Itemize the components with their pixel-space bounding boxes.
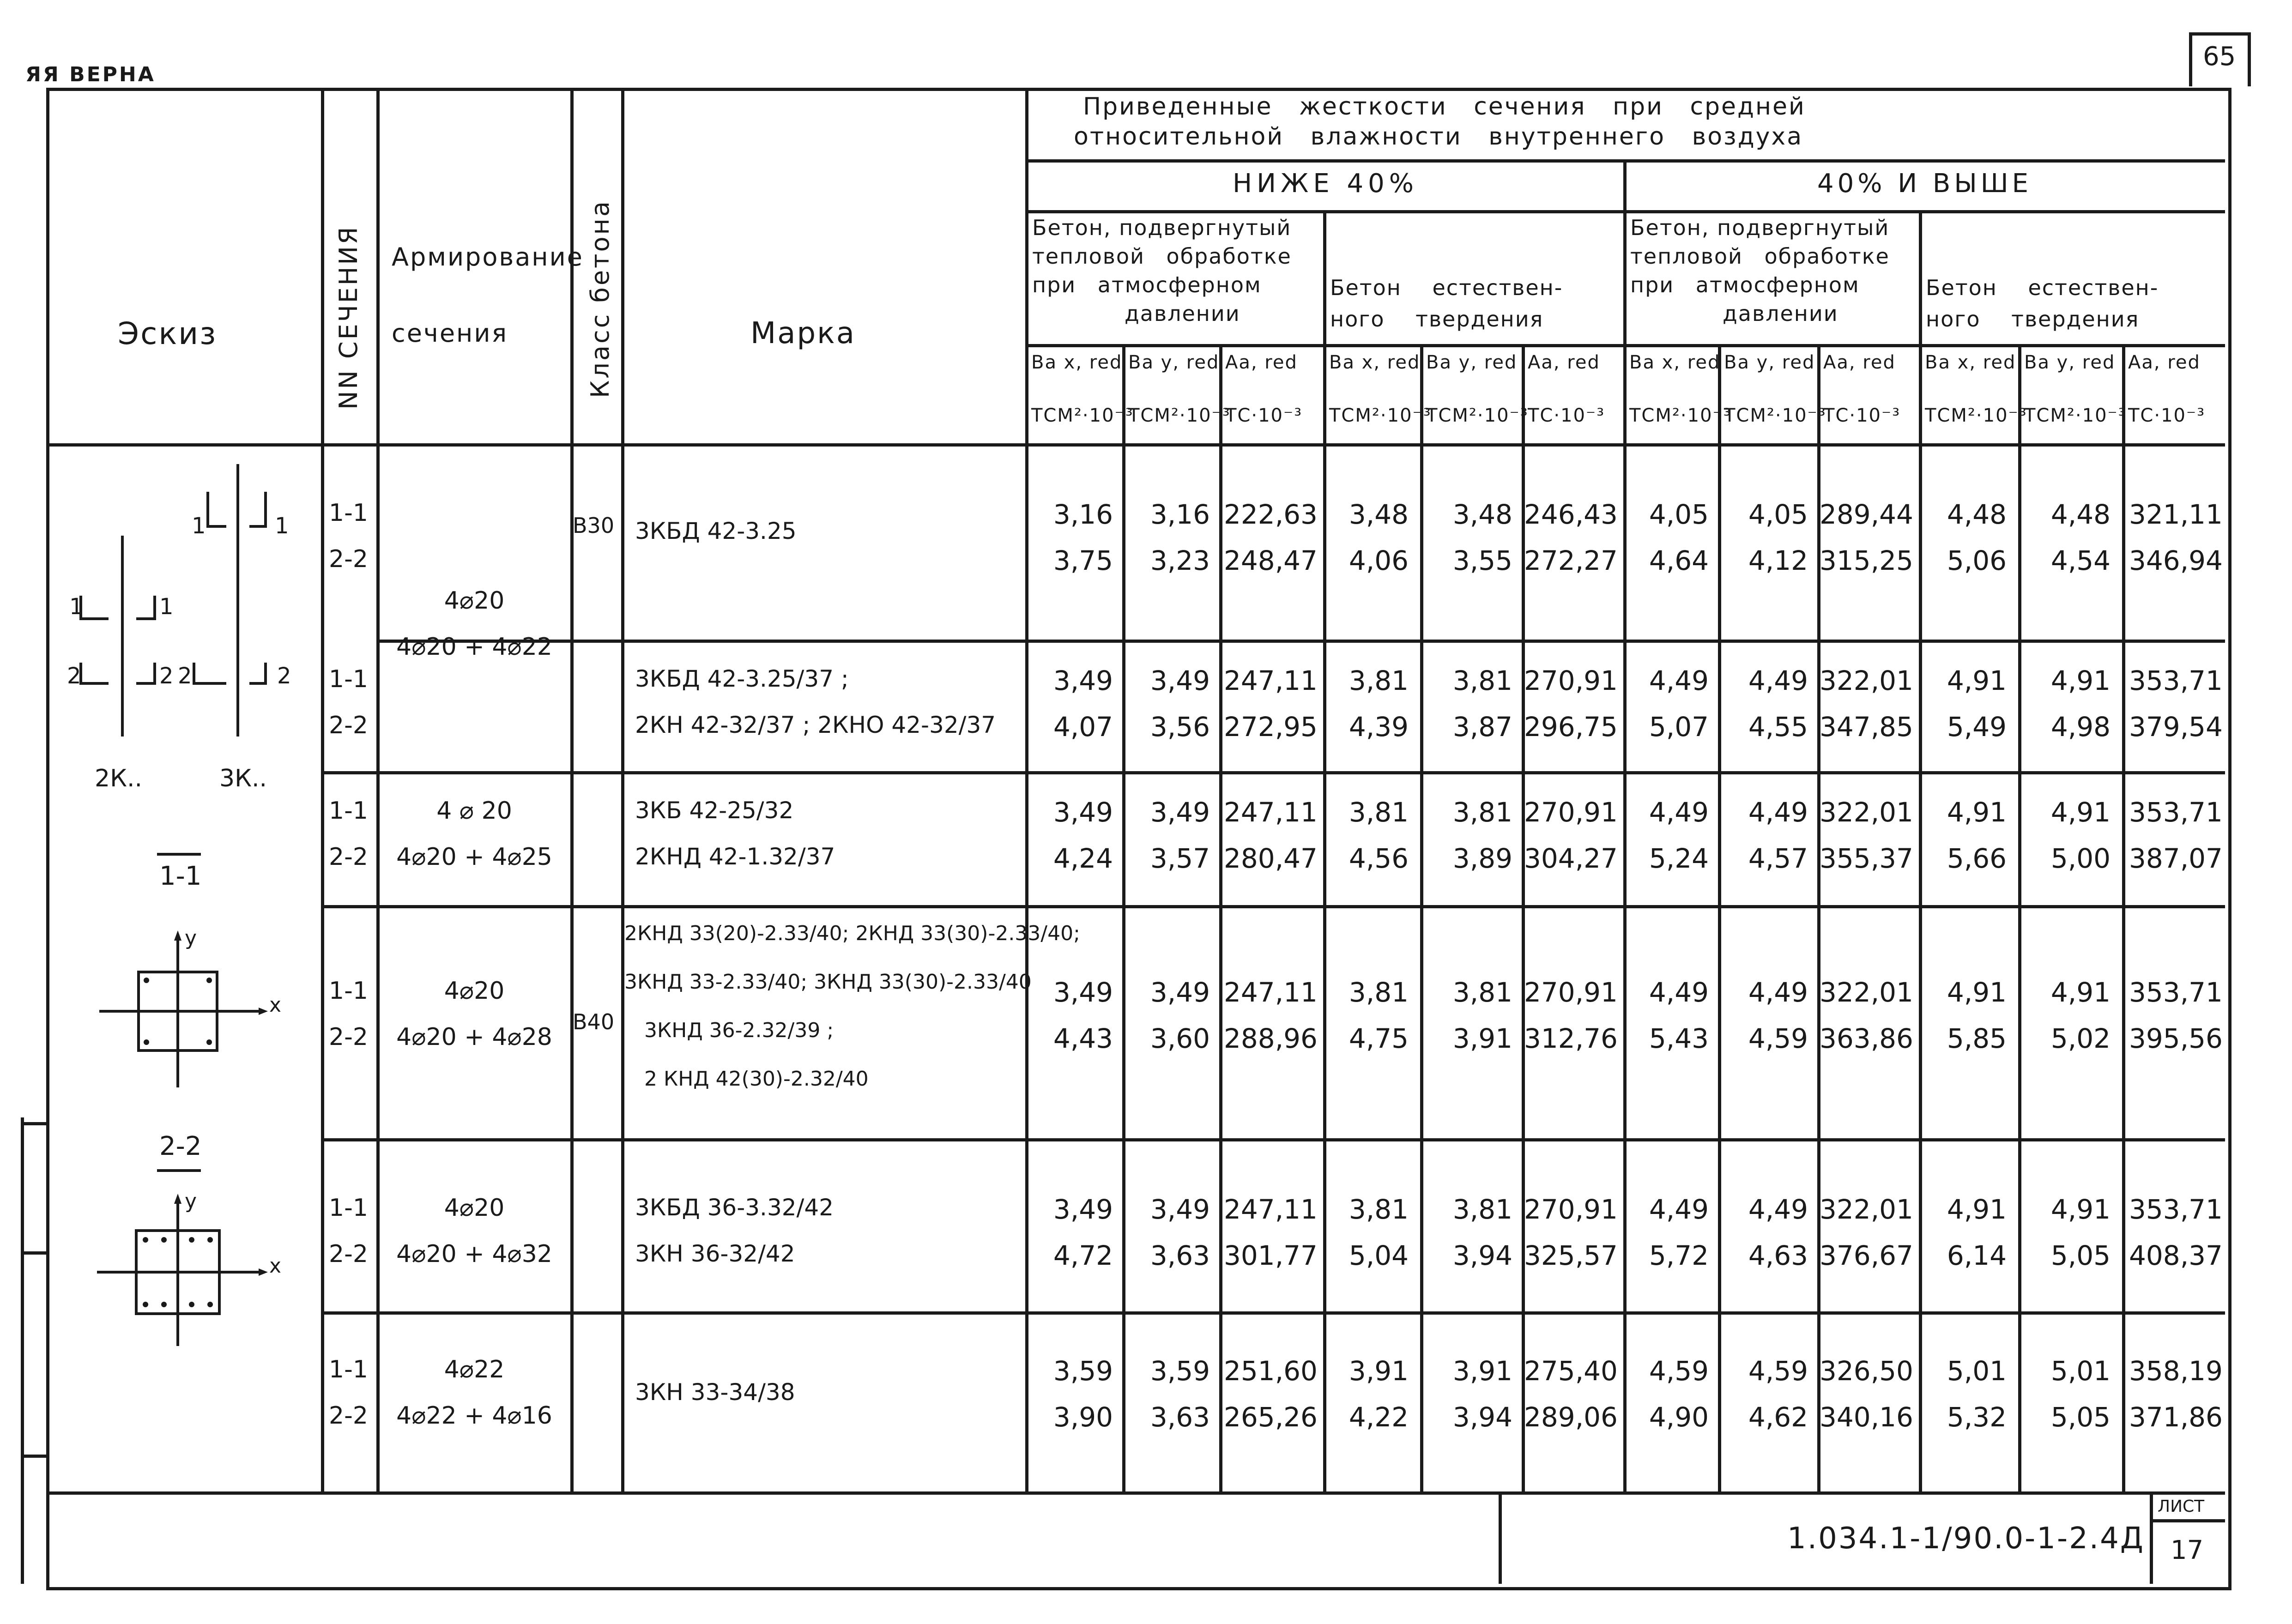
- sketch-label-axis-y-1: y: [185, 926, 197, 950]
- unit-header-unit: ТСМ²·10⁻³: [1724, 405, 1826, 426]
- value-cell: 315,25: [1820, 545, 1913, 576]
- value-cell: 5,02: [2050, 1023, 2111, 1054]
- value-cell: 322,01: [1820, 665, 1913, 696]
- value-cell: 5,72: [1649, 1240, 1709, 1271]
- unit-header-label: Aa, red: [2128, 352, 2201, 373]
- section-label: 1-1: [329, 499, 368, 527]
- value-cell: 4,43: [1053, 1023, 1113, 1054]
- reinforcement-text: 4⌀22 + 4⌀16: [396, 1402, 552, 1430]
- unit-header-label: Ba y, red: [2024, 352, 2116, 373]
- value-cell: 4,24: [1053, 843, 1113, 874]
- grid-h-row5b: [621, 1311, 2225, 1315]
- value-cell: 353,71: [2129, 665, 2223, 696]
- section-label: 2-2: [329, 1240, 368, 1268]
- value-cell: 301,77: [1224, 1240, 1318, 1271]
- grid-v-section: [376, 88, 380, 1495]
- header-group-below: НИЖЕ 40%: [1233, 169, 1418, 199]
- header-reinforcement-2: сечения: [392, 319, 508, 348]
- header-mark: Марка: [750, 316, 856, 350]
- grid-v-c3: [1219, 344, 1222, 1495]
- value-cell: 5,06: [1947, 545, 2007, 576]
- value-cell: 358,19: [2129, 1355, 2223, 1387]
- unit-header-label: Aa, red: [1528, 352, 1600, 373]
- grid-h-group: [1025, 210, 2225, 213]
- value-cell: 280,47: [1224, 843, 1318, 874]
- unit-header-label: Ba y, red: [1724, 352, 1815, 373]
- value-cell: 247,11: [1224, 797, 1318, 828]
- grid-v-reinf: [570, 88, 574, 1495]
- value-cell: 363,86: [1820, 1023, 1913, 1054]
- value-cell: 5,01: [2050, 1355, 2111, 1387]
- header-reinforcement-1: Армирование: [392, 242, 584, 272]
- unit-header-label: Ba x, red: [1925, 352, 2016, 373]
- mark-text: 3КБД 42-3.25: [635, 518, 797, 544]
- value-cell: 4,91: [2050, 977, 2111, 1008]
- value-cell: 3,81: [1349, 797, 1409, 828]
- sketch-label-section-2-2: 2-2: [159, 1131, 202, 1161]
- value-cell: 3,94: [1452, 1240, 1512, 1271]
- value-cell: 376,67: [1820, 1240, 1913, 1271]
- sheet-box-divider: [2150, 1519, 2225, 1522]
- value-cell: 270,91: [1524, 977, 1618, 1008]
- value-cell: 270,91: [1524, 1194, 1618, 1225]
- value-cell: 3,81: [1349, 977, 1409, 1008]
- value-cell: 3,81: [1349, 665, 1409, 696]
- sketch-label-3k-sec1-right: 1: [275, 513, 289, 539]
- value-cell: 3,16: [1150, 499, 1210, 530]
- doc-code: 1.034.1-1/90.0-1-2.4Д: [1787, 1521, 2145, 1556]
- value-cell: 4,59: [1748, 1023, 1808, 1054]
- natural-above-l1: Бетон естествен-: [1926, 275, 2159, 300]
- value-cell: 3,81: [1452, 977, 1512, 1008]
- reinforcement-text: 4⌀22: [444, 1356, 505, 1383]
- value-cell: 4,05: [1649, 499, 1709, 530]
- value-cell: 3,91: [1452, 1023, 1512, 1054]
- value-cell: 289,44: [1820, 499, 1913, 530]
- unit-header-unit: ТС·10⁻³: [1225, 405, 1303, 426]
- value-cell: 3,63: [1150, 1240, 1210, 1271]
- margin-tick-2: [21, 1251, 48, 1255]
- value-cell: 247,11: [1224, 1194, 1318, 1225]
- value-cell: 4,48: [2050, 499, 2111, 530]
- header-concrete-class: Класс бетона: [586, 199, 615, 398]
- value-cell: 3,49: [1053, 977, 1113, 1008]
- section-label: 1-1: [329, 977, 368, 1005]
- value-cell: 3,91: [1452, 1355, 1512, 1387]
- value-cell: 3,16: [1053, 499, 1113, 530]
- mark-text: 3КН 33-34/38: [635, 1379, 795, 1406]
- value-cell: 3,81: [1452, 665, 1512, 696]
- grid-h-header-bottom: [46, 443, 2225, 447]
- value-cell: 3,57: [1150, 843, 1210, 874]
- grid-h-row3: [321, 905, 621, 908]
- value-cell: 5,01: [1947, 1355, 2007, 1387]
- value-cell: 289,06: [1524, 1401, 1618, 1433]
- value-cell: 5,66: [1947, 843, 2007, 874]
- grid-v-half: [1623, 159, 1627, 1495]
- value-cell: 304,27: [1524, 843, 1618, 874]
- value-cell: 322,01: [1820, 977, 1913, 1008]
- section-label: 2-2: [329, 843, 368, 871]
- value-cell: 3,75: [1053, 545, 1113, 576]
- concrete-class: В40: [573, 1009, 615, 1034]
- mark-text: 3КБД 36-3.32/42: [635, 1194, 834, 1221]
- mark-text: 3КНД 33-2.33/40; 3КНД 33(30)-2.33/40: [624, 970, 1032, 994]
- header-group-above: 40% И ВЫШЕ: [1817, 169, 2032, 199]
- value-cell: 4,49: [1649, 977, 1709, 1008]
- reinforcement-text: 4⌀20 + 4⌀32: [396, 1240, 552, 1268]
- value-cell: 6,14: [1947, 1240, 2007, 1271]
- unit-header-unit: ТСМ²·10⁻³: [1925, 405, 2027, 426]
- value-cell: 248,47: [1224, 545, 1318, 576]
- value-cell: 3,49: [1053, 1194, 1113, 1225]
- value-cell: 5,05: [2050, 1401, 2111, 1433]
- value-cell: 275,40: [1524, 1355, 1618, 1387]
- unit-header-unit: ТС·10⁻³: [1528, 405, 1605, 426]
- value-cell: 346,94: [2129, 545, 2223, 576]
- value-cell: 3,89: [1452, 843, 1512, 874]
- mark-text: 3КНД 36-2.32/39 ;: [644, 1019, 834, 1042]
- header-sketch: Эскиз: [118, 316, 218, 351]
- sketch-label-3k-sec2-left: 2: [178, 663, 192, 689]
- reinforcement-text: 4⌀20: [444, 587, 505, 615]
- reinforcement-text: 4⌀20: [444, 977, 505, 1005]
- value-cell: 4,22: [1349, 1401, 1409, 1433]
- section-label: 2-2: [329, 712, 368, 739]
- value-cell: 4,59: [1748, 1355, 1808, 1387]
- value-cell: 312,76: [1524, 1023, 1618, 1054]
- page-number: 65: [2203, 42, 2236, 72]
- unit-header-unit: ТСМ²·10⁻³: [2024, 405, 2127, 426]
- header-main-2: относительной влажности внутреннего воздуха: [1074, 123, 1803, 151]
- sheet-label: ЛИСТ: [2158, 1497, 2205, 1516]
- value-cell: 3,81: [1452, 797, 1512, 828]
- value-cell: 4,59: [1649, 1355, 1709, 1387]
- reinforcement-text: 4⌀20 + 4⌀22: [396, 633, 552, 661]
- unit-header-unit: ТСМ²·10⁻³: [1426, 405, 1529, 426]
- value-cell: 5,32: [1947, 1401, 2007, 1433]
- value-cell: 4,63: [1748, 1240, 1808, 1271]
- sheet-number: 17: [2171, 1535, 2204, 1565]
- value-cell: 5,04: [1349, 1240, 1409, 1271]
- value-cell: 4,39: [1349, 711, 1409, 743]
- value-cell: 3,48: [1452, 499, 1512, 530]
- value-cell: 4,91: [1947, 665, 2007, 696]
- grid-h-row1: [376, 640, 2225, 643]
- value-cell: 322,01: [1820, 1194, 1913, 1225]
- mark-text: 3КБ 42-25/32: [635, 797, 794, 824]
- reinforcement-text: 4⌀20: [444, 1194, 505, 1222]
- heat-above-l4: давлении: [1723, 301, 1838, 326]
- value-cell: 4,98: [2050, 711, 2111, 743]
- value-cell: 4,49: [1748, 977, 1808, 1008]
- value-cell: 4,05: [1748, 499, 1808, 530]
- value-cell: 4,91: [2050, 797, 2111, 828]
- value-cell: 4,12: [1748, 545, 1808, 576]
- mark-text: 2КН 42-32/37 ; 2КНО 42-32/37: [635, 712, 996, 738]
- value-cell: 5,49: [1947, 711, 2007, 743]
- value-cell: 3,55: [1452, 545, 1512, 576]
- heat-below-l1: Бетон, подвергнутый: [1032, 215, 1292, 240]
- value-cell: 222,63: [1224, 499, 1318, 530]
- value-cell: 270,91: [1524, 797, 1618, 828]
- value-cell: 3,81: [1349, 1194, 1409, 1225]
- unit-header-unit: ТСМ²·10⁻³: [1329, 405, 1432, 426]
- value-cell: 353,71: [2129, 797, 2223, 828]
- value-cell: 4,75: [1349, 1023, 1409, 1054]
- section-label: 2-2: [329, 1402, 368, 1430]
- value-cell: 325,57: [1524, 1240, 1618, 1271]
- unit-header-label: Ba x, red: [1031, 352, 1123, 373]
- unit-header-unit: ТСМ²·10⁻³: [1031, 405, 1134, 426]
- value-cell: 4,07: [1053, 711, 1113, 743]
- value-cell: 3,91: [1349, 1355, 1409, 1387]
- mark-text: 3КБД 42-3.25/37 ;: [635, 665, 849, 692]
- section-label: 2-2: [329, 1023, 368, 1051]
- value-cell: 4,64: [1649, 545, 1709, 576]
- grid-h-row2: [321, 771, 621, 774]
- value-cell: 5,00: [2050, 843, 2111, 874]
- value-cell: 353,71: [2129, 1194, 2223, 1225]
- value-cell: 4,90: [1649, 1401, 1709, 1433]
- value-cell: 4,49: [1748, 797, 1808, 828]
- grid-h-sub: [1025, 344, 2225, 347]
- value-cell: 251,60: [1224, 1355, 1318, 1387]
- value-cell: 3,59: [1150, 1355, 1210, 1387]
- sketch-label-3k: 3К..: [219, 765, 267, 792]
- heat-below-l4: давлении: [1125, 301, 1240, 326]
- grid-v-class: [621, 88, 624, 1495]
- value-cell: 3,60: [1150, 1023, 1210, 1054]
- section-label: 2-2: [329, 545, 368, 573]
- value-cell: 4,91: [2050, 1194, 2111, 1225]
- value-cell: 4,54: [2050, 545, 2111, 576]
- value-cell: 4,49: [1748, 665, 1808, 696]
- value-cell: 4,72: [1053, 1240, 1113, 1271]
- value-cell: 247,11: [1224, 665, 1318, 696]
- value-cell: 247,11: [1224, 977, 1318, 1008]
- sketch-label-3k-sec1-left: 1: [192, 513, 206, 539]
- value-cell: 340,16: [1820, 1401, 1913, 1433]
- sketch-label-axis-y-2: y: [185, 1189, 197, 1213]
- value-cell: 371,86: [2129, 1401, 2223, 1433]
- heat-above-l2: тепловой обработке: [1630, 244, 1890, 269]
- sketch-label-axis-x-2: x: [269, 1254, 282, 1278]
- value-cell: 270,91: [1524, 665, 1618, 696]
- value-cell: 3,56: [1150, 711, 1210, 743]
- grid-v-sketch: [321, 88, 324, 1495]
- reinforcement-text: 4⌀20 + 4⌀25: [396, 843, 552, 871]
- unit-header-unit: ТСМ²·10⁻³: [1128, 405, 1231, 426]
- value-cell: 355,37: [1820, 843, 1913, 874]
- value-cell: 5,05: [2050, 1240, 2111, 1271]
- value-cell: 4,57: [1748, 843, 1808, 874]
- reinforcement-text: 4 ⌀ 20: [436, 797, 512, 825]
- unit-header-unit: ТС·10⁻³: [1823, 405, 1901, 426]
- unit-header-label: Ba y, red: [1128, 352, 1220, 373]
- concrete-class: В30: [573, 513, 615, 538]
- section-label: 1-1: [329, 797, 368, 825]
- mark-text: 2КНД 42-1.32/37: [635, 843, 835, 870]
- sketch-label-3k-sec2-right: 2: [277, 663, 291, 689]
- sketch-label-sec2-left: 2: [67, 663, 81, 689]
- heat-below-l2: тепловой обработке: [1032, 244, 1292, 269]
- value-cell: 4,49: [1649, 797, 1709, 828]
- header-section-no: NN СЕЧЕНИЯ: [334, 225, 363, 410]
- value-cell: 347,85: [1820, 711, 1913, 743]
- sketch-label-sec1-right: 1: [159, 594, 174, 620]
- sketch-drawing: [48, 446, 320, 1490]
- value-cell: 4,55: [1748, 711, 1808, 743]
- value-cell: 5,24: [1649, 843, 1709, 874]
- mark-text: 2КНД 33(20)-2.33/40; 2КНД 33(30)-2.33/40;: [624, 922, 1080, 945]
- unit-header-label: Ba x, red: [1329, 352, 1421, 373]
- unit-header-label: Ba y, red: [1426, 352, 1518, 373]
- value-cell: 3,49: [1150, 797, 1210, 828]
- heat-below-l3: при атмосферном: [1032, 272, 1262, 297]
- value-cell: 3,49: [1150, 977, 1210, 1008]
- value-cell: 5,85: [1947, 1023, 2007, 1054]
- heat-above-l3: при атмосферном: [1630, 272, 1860, 297]
- value-cell: 387,07: [2129, 843, 2223, 874]
- value-cell: 5,07: [1649, 711, 1709, 743]
- sketch-label-axis-x-1: x: [269, 993, 282, 1017]
- value-cell: 272,27: [1524, 545, 1618, 576]
- value-cell: 288,96: [1224, 1023, 1318, 1054]
- value-cell: 3,49: [1053, 665, 1113, 696]
- value-cell: 3,90: [1053, 1401, 1113, 1433]
- value-cell: 3,49: [1053, 797, 1113, 828]
- value-cell: 3,94: [1452, 1401, 1512, 1433]
- value-cell: 3,63: [1150, 1401, 1210, 1433]
- value-cell: 5,43: [1649, 1023, 1709, 1054]
- mark-text: 3КН 36-32/42: [635, 1240, 795, 1267]
- grid-h-row5: [321, 1311, 621, 1315]
- value-cell: 4,49: [1649, 1194, 1709, 1225]
- grid-h-row4b: [621, 1138, 2225, 1141]
- value-cell: 353,71: [2129, 977, 2223, 1008]
- value-cell: 3,59: [1053, 1355, 1113, 1387]
- margin-tick-1: [21, 1122, 48, 1125]
- value-cell: 4,91: [1947, 797, 2007, 828]
- natural-below-l1: Бетон естествен-: [1330, 275, 1563, 300]
- value-cell: 3,49: [1150, 665, 1210, 696]
- grid-h-main: [1025, 159, 2225, 163]
- sketch-label-sec2-right: 2: [159, 663, 174, 689]
- unit-header-label: Aa, red: [1823, 352, 1896, 373]
- header-main-1: Приведенные жесткости сечения при средней: [1083, 93, 1806, 121]
- value-cell: 379,54: [2129, 711, 2223, 743]
- sketch-label-sec1-left: 1: [69, 594, 84, 620]
- grid-h-row2b: [621, 771, 2225, 774]
- grid-v-mark: [1025, 88, 1028, 1495]
- value-cell: 4,49: [1748, 1194, 1808, 1225]
- value-cell: 4,91: [1947, 1194, 2007, 1225]
- value-cell: 4,48: [1947, 499, 2007, 530]
- natural-above-l2: ного твердения: [1926, 307, 2140, 332]
- value-cell: 322,01: [1820, 797, 1913, 828]
- section-label: 1-1: [329, 1194, 368, 1222]
- unit-header-label: Aa, red: [1225, 352, 1298, 373]
- value-cell: 3,48: [1349, 499, 1409, 530]
- value-cell: 4,56: [1349, 843, 1409, 874]
- value-cell: 296,75: [1524, 711, 1618, 743]
- value-cell: 408,37: [2129, 1240, 2223, 1271]
- sketch-label-section-1-1: 1-1: [159, 861, 202, 891]
- grid-v-c12: [2122, 344, 2125, 1495]
- value-cell: 3,49: [1150, 1194, 1210, 1225]
- value-cell: 326,50: [1820, 1355, 1913, 1387]
- value-cell: 3,81: [1452, 1194, 1512, 1225]
- value-cell: 3,87: [1452, 711, 1512, 743]
- value-cell: 4,91: [2050, 665, 2111, 696]
- heat-above-l1: Бетон, подвергнутый: [1630, 215, 1890, 240]
- stamp-text: ЯЯ ВЕРНА: [25, 63, 156, 86]
- value-cell: 4,91: [1947, 977, 2007, 1008]
- grid-h-row4: [321, 1138, 621, 1141]
- value-cell: 4,06: [1349, 545, 1409, 576]
- grid-h-row3b: [621, 905, 2225, 908]
- mark-text: 2 КНД 42(30)-2.32/40: [644, 1067, 869, 1091]
- margin-tick-3: [21, 1455, 48, 1458]
- value-cell: 272,95: [1224, 711, 1318, 743]
- value-cell: 4,49: [1649, 665, 1709, 696]
- section-label: 1-1: [329, 1356, 368, 1383]
- unit-header-unit: ТС·10⁻³: [2128, 405, 2206, 426]
- value-cell: 4,62: [1748, 1401, 1808, 1433]
- value-cell: 265,26: [1224, 1401, 1318, 1433]
- value-cell: 3,23: [1150, 545, 1210, 576]
- value-cell: 321,11: [2129, 499, 2223, 530]
- sketch-label-2k: 2К..: [95, 765, 143, 792]
- reinforcement-text: 4⌀20 + 4⌀28: [396, 1023, 552, 1051]
- section-label: 1-1: [329, 665, 368, 693]
- value-cell: 246,43: [1524, 499, 1618, 530]
- natural-below-l2: ного твердения: [1330, 307, 1544, 332]
- unit-header-label: Ba x, red: [1629, 352, 1721, 373]
- margin-line: [21, 1117, 24, 1584]
- unit-header-unit: ТСМ²·10⁻³: [1629, 405, 1732, 426]
- value-cell: 395,56: [2129, 1023, 2223, 1054]
